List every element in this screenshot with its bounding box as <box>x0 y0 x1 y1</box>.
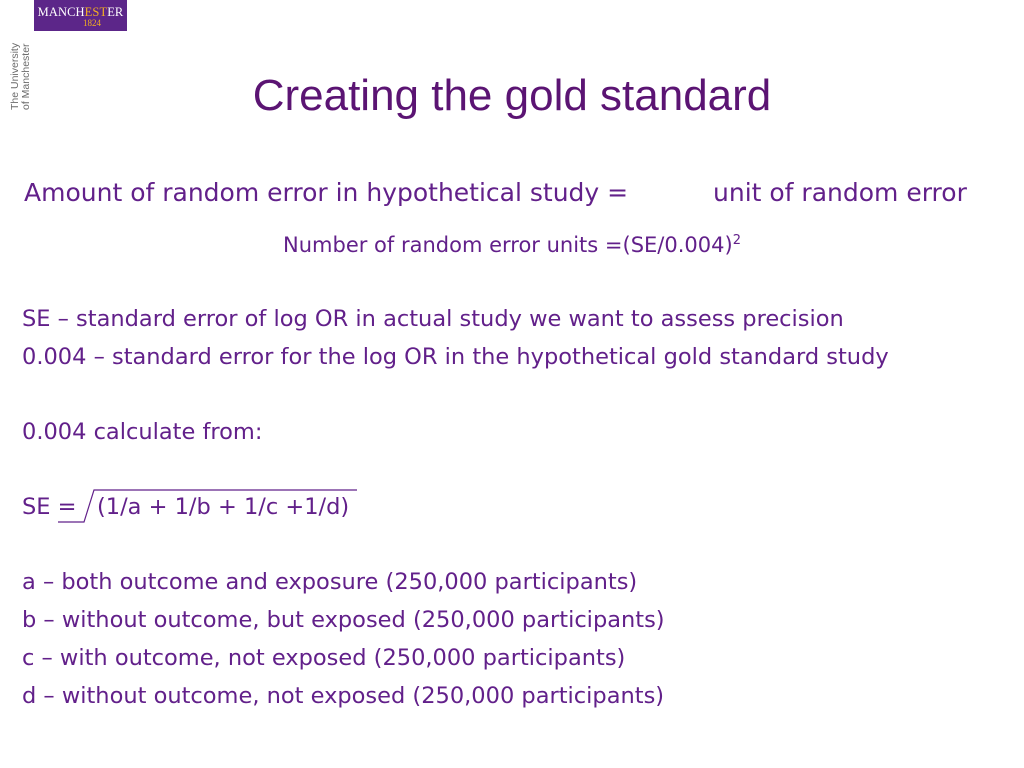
se-formula-label: SE = <box>22 494 77 520</box>
logo-year: 1824 <box>83 18 101 28</box>
logo-wordmark <box>34 5 127 20</box>
side-label-line2: of Manchester <box>20 43 32 110</box>
definition-se: SE – standard error of log OR in actual study we want to assess precision <box>22 306 844 332</box>
amount-equation-left: Amount of random error in hypothetical study = <box>24 178 629 207</box>
logo-text-part1: MANCH <box>37 5 85 19</box>
amount-equation-right: unit of random error <box>713 178 967 207</box>
se-formula-expression: (1/a + 1/b + 1/c +1/d) <box>97 494 350 520</box>
cell-d-description: d – without outcome, not exposed (250,000 participants) <box>22 683 665 709</box>
university-logo <box>34 0 127 31</box>
units-formula-exponent: 2 <box>732 233 741 248</box>
slide-title: Creating the gold standard <box>252 71 772 120</box>
calculate-heading: 0.004 calculate from: <box>22 419 263 445</box>
logo-text-part3: ER <box>107 5 124 19</box>
random-error-units-formula <box>0 228 1024 262</box>
logo-text-part2: EST <box>84 5 108 19</box>
definition-gold-standard: 0.004 – standard error for the log OR in the hypothetical gold standard study <box>22 344 889 370</box>
cell-b-description: b – without outcome, but exposed (250,000 participants) <box>22 607 665 633</box>
cell-c-description: c – with outcome, not exposed (250,000 participants) <box>22 645 626 671</box>
side-label-line1: The University <box>9 42 21 110</box>
units-formula-text: Number of random error units =(SE/0.004) <box>283 233 733 257</box>
cell-a-description: a – both outcome and exposure (250,000 participants) <box>22 569 638 595</box>
